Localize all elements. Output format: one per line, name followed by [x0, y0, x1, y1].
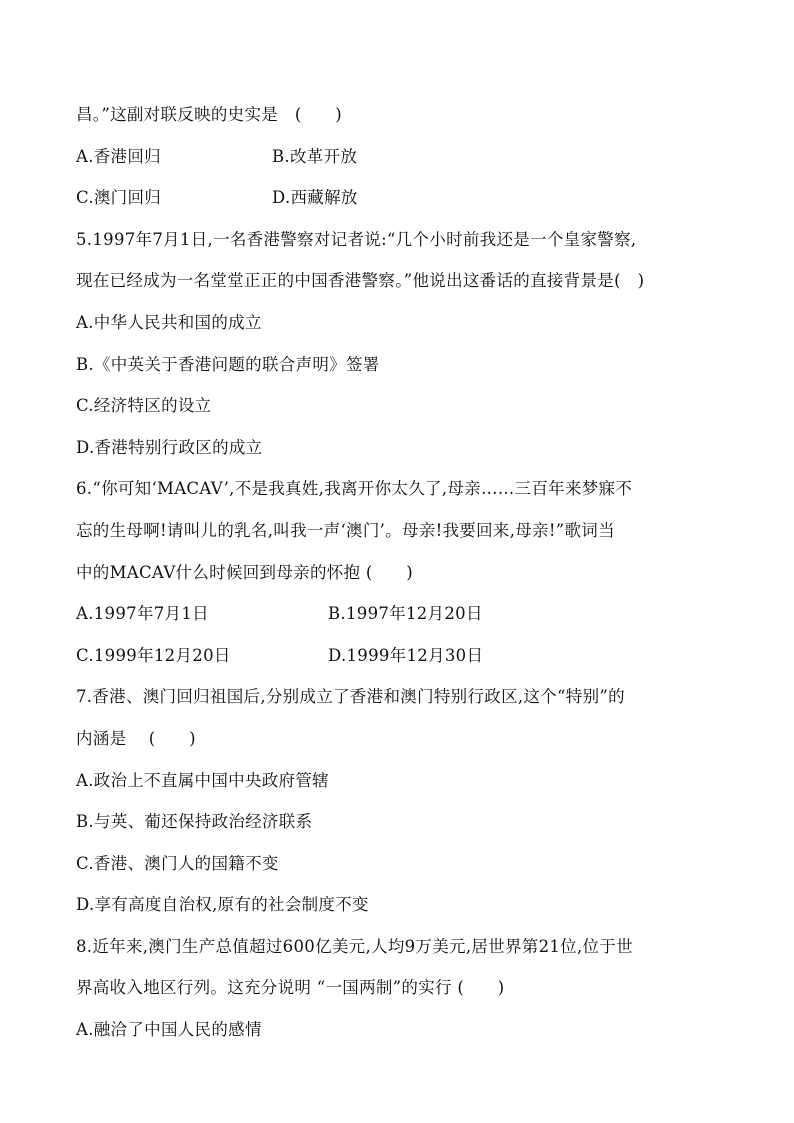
q6-options-row-2	[76, 643, 736, 685]
q4-option-c: C.澳门回归	[76, 188, 162, 208]
q4-option-d: D.西藏解放	[272, 188, 358, 208]
q8-stem-line-2: 界高收入地区行列。这充分说明 “一国两制”的实行 ( )	[76, 978, 505, 998]
q7-stem-line-1: 7.香港、澳门回归祖国后,分别成立了香港和澳门特别行政区,这个“特别”的	[76, 687, 625, 707]
q7-stem-line-2: 内涵是 ( )	[76, 728, 196, 748]
q6-options-row-1	[76, 601, 736, 643]
q8-stem-line-1: 8.近年来,澳门生产总值超过600亿美元,人均9万美元,居世界第21位,位于世	[76, 936, 633, 956]
q7-option-b: B.与英、葡还保持政治经济联系	[76, 812, 313, 832]
q7-option-d: D.享有高度自治权,原有的社会制度不变	[76, 895, 369, 915]
q7-option-a: A.政治上不直属中国中央政府管辖	[76, 770, 329, 790]
q6-option-a: A.1997年7月1日	[76, 604, 209, 624]
q6-stem-line-1: 6.“你可知‘MACAV’,不是我真姓,我离开你太久了,母亲……三百年来梦寐不	[76, 479, 633, 499]
q5-option-a: A.中华人民共和国的成立	[76, 312, 262, 332]
q8-option-a: A.融洽了中国人民的感情	[76, 1020, 262, 1040]
q6-option-c: C.1999年12月20日	[76, 645, 231, 665]
q4-option-b: B.改革开放	[272, 146, 358, 166]
q5-option-c: C.经济特区的设立	[76, 396, 212, 416]
q5-stem-line-1: 5.1997年7月1日,一名香港警察对记者说:“几个小时前我还是一个皇家警察,	[76, 229, 637, 249]
document-page	[76, 102, 736, 1059]
q6-option-d: D.1999年12月30日	[328, 645, 484, 665]
q7-option-c: C.香港、澳门人的国籍不变	[76, 853, 279, 873]
q6-option-b: B.1997年12月20日	[328, 604, 483, 624]
q6-stem-line-3: 中的MACAV什么时候回到母亲的怀抱 ( )	[76, 562, 413, 582]
q6-stem-line-2: 忘的生母啊!请叫儿的乳名,叫我一声‘澳门’。母亲!我要回来,母亲!”歌词当	[76, 520, 615, 540]
q4-options-row-2	[76, 185, 736, 227]
q4-options-row-1	[76, 144, 736, 186]
q4-stem-tail: 昌。”这副对联反映的史实是 ( )	[76, 105, 342, 124]
q5-stem-line-2: 现在已经成为一名堂堂正正的中国香港警察。”他说出这番话的直接背景是( )	[76, 271, 645, 291]
q5-option-b: B.《中英关于香港问题的联合声明》签署	[76, 354, 380, 374]
q4-option-a: A.香港回归	[76, 146, 161, 166]
q5-option-d: D.香港特别行政区的成立	[76, 437, 263, 457]
